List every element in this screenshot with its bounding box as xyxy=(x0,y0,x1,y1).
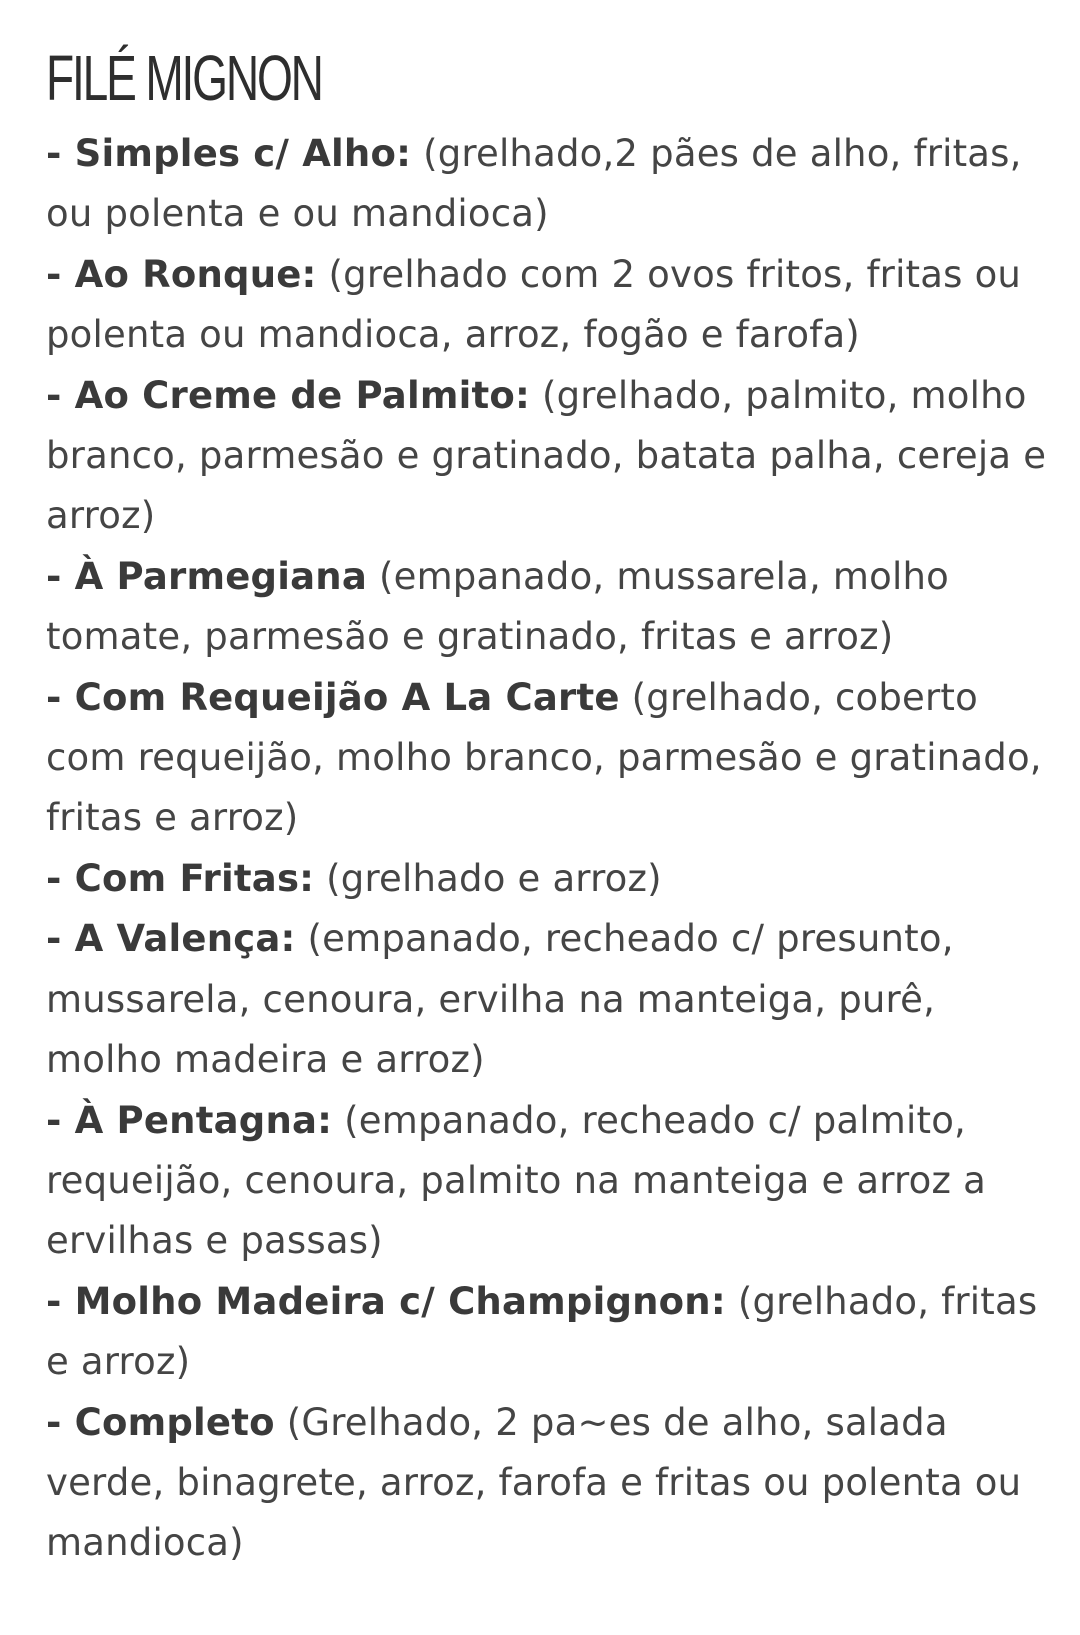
menu-item-name: - Com Fritas: xyxy=(46,856,315,900)
menu-item xyxy=(46,668,1056,849)
menu-item-description: (Grelhado, 2 pa~es de alho, salada verde, binagrete, arroz, farofa e fritas ou polenta ou mandioca) xyxy=(46,1400,1022,1565)
menu-item-description: (grelhado,2 pães de alho, fritas, ou polenta e ou mandioca) xyxy=(46,132,1022,236)
menu-item-name: - Simples c/ Alho: xyxy=(46,132,412,175)
menu-item xyxy=(46,1393,1056,1574)
menu-item-name: - À Pentagna: xyxy=(46,1098,333,1142)
menu-list xyxy=(46,124,1056,1574)
menu-item-description: (empanado, mussarela, molho tomate, parmesão e gratinado, fritas e arroz) xyxy=(46,554,949,659)
menu-item xyxy=(46,909,1056,1090)
menu-item-name: - À Parmegiana xyxy=(46,554,367,598)
section-title: FILÉ MIGNON xyxy=(46,42,322,114)
menu-item xyxy=(46,366,1056,547)
menu-item-description: (grelhado, fritas e arroz) xyxy=(46,1279,1038,1384)
menu-item-name: - Molho Madeira c/ Champignon: xyxy=(46,1279,726,1323)
menu-item-name: - Ao Creme de Palmito: xyxy=(46,373,530,417)
menu-item-description: (empanado, recheado c/ palmito, requeijão, cenoura, palmito na manteiga e arroz a ervilhas e passas) xyxy=(46,1098,986,1263)
menu-item xyxy=(46,547,1056,668)
menu-item-description: (grelhado, palmito, molho branco, parmesão e gratinado, batata palha, cereja e arroz) xyxy=(46,373,1047,538)
menu-item-description: (grelhado, coberto com requeijão, molho branco, parmesão e gratinado, fritas e arroz) xyxy=(46,675,1042,840)
menu-item-description: (grelhado e arroz) xyxy=(326,856,662,900)
menu-item xyxy=(46,1272,1056,1393)
menu-page xyxy=(46,38,1056,1574)
menu-item xyxy=(46,849,1056,909)
menu-item xyxy=(46,124,1056,245)
menu-item xyxy=(46,245,1056,366)
menu-item-description: (empanado, recheado c/ presunto, mussarela, cenoura, ervilha na manteiga, purê, molho madeira e arroz) xyxy=(46,917,954,1082)
menu-item-description: (grelhado com 2 ovos fritos, fritas ou polenta ou mandioca, arroz, fogão e farofa) xyxy=(46,252,1022,357)
menu-item-name: - Ao Ronque: xyxy=(46,252,317,296)
menu-item-name: - A Valença: xyxy=(46,917,296,961)
menu-item xyxy=(46,1091,1056,1272)
menu-item-name: - Completo xyxy=(46,1400,275,1444)
menu-item-name: - Com Requeijão A La Carte xyxy=(46,675,620,719)
